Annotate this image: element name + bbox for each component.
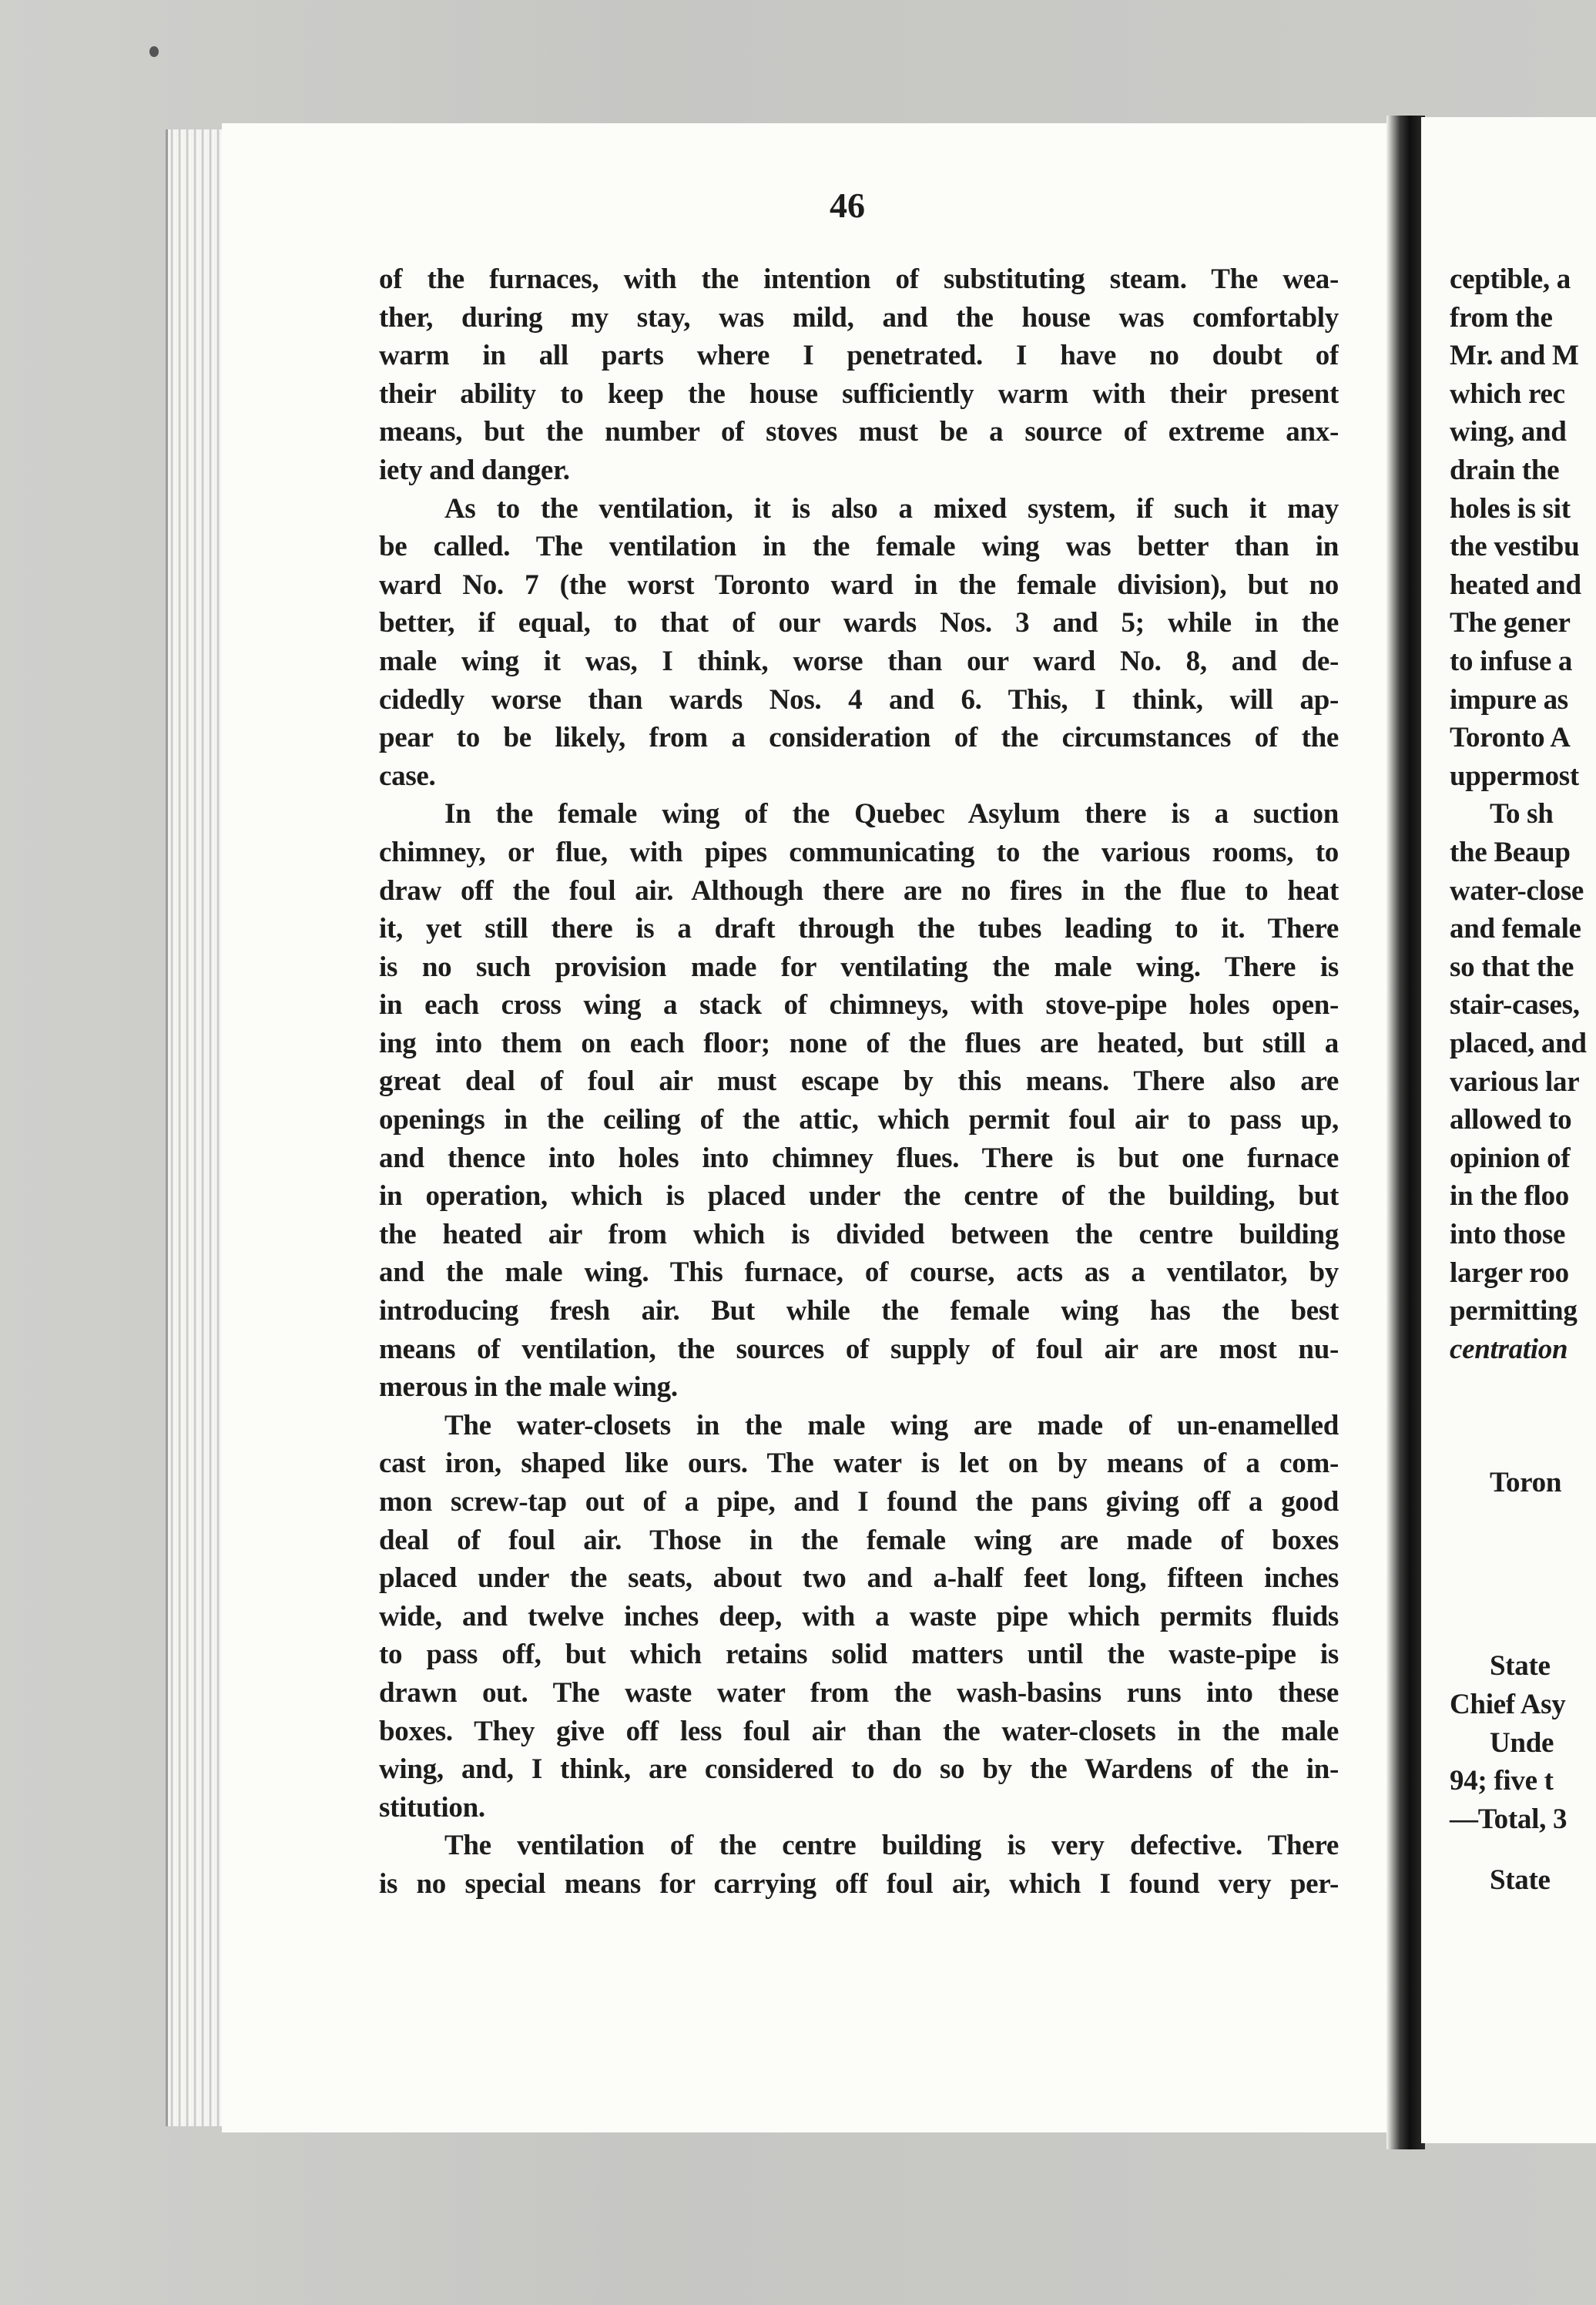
- text-line: mon screw-tap out of a pipe, and I found the pans giving off a good: [379, 1486, 1339, 1518]
- text-line: The water-closets in the male wing are made of un-enamelled: [444, 1409, 1339, 1441]
- text-line: is no special means for carrying off foul air, which I found very per-: [379, 1867, 1339, 1900]
- text-line: case.: [379, 760, 436, 792]
- cutoff-text-line: which rec: [1450, 377, 1565, 410]
- text-line: of the furnaces, with the intention of substituting steam. The wea-: [379, 263, 1339, 295]
- cutoff-text-line: State: [1490, 1864, 1551, 1897]
- text-line: means, but the number of stoves must be a source of extreme anx-: [379, 416, 1339, 448]
- page-edges: [166, 129, 228, 2126]
- text-line: cidedly worse than wards Nos. 4 and 6. This, I think, will ap-: [379, 683, 1339, 716]
- text-line: iety and danger.: [379, 454, 570, 486]
- cutoff-text-line: Unde: [1490, 1726, 1554, 1759]
- cutoff-text-line: stair-cases,: [1450, 989, 1580, 1022]
- text-line: it, yet still there is a draft through the tubes leading to it. There: [379, 913, 1339, 945]
- text-line: ther, during my stay, was mild, and the house was comfortably: [379, 301, 1339, 334]
- text-line: means of ventilation, the sources of supply of foul air are most nu-: [379, 1333, 1339, 1365]
- cutoff-text-line: Mr. and M: [1450, 340, 1579, 372]
- text-line: warm in all parts where I penetrated. I have no doubt of: [379, 340, 1339, 372]
- cutoff-text-line: ceptible, a: [1450, 263, 1571, 295]
- cutoff-text-line: To sh: [1490, 798, 1554, 830]
- book-gutter: [1386, 116, 1425, 2149]
- cutoff-text-line: drain the: [1450, 455, 1560, 486]
- cutoff-text-line: water-close: [1450, 874, 1584, 907]
- cutoff-text-line: the Beaup: [1450, 837, 1571, 868]
- text-line: their ability to keep the house sufficiently warm with their present: [379, 377, 1339, 410]
- text-line: be called. The ventilation in the female wing was better than in: [379, 531, 1339, 563]
- cutoff-text-line: The gener: [1450, 607, 1571, 639]
- text-line: wide, and twelve inches deep, with a waste pipe which permits fluids: [379, 1600, 1339, 1632]
- text-line: to pass off, but which retains solid matters until the waste-pipe is: [379, 1639, 1339, 1671]
- text-line: ing into them on each floor; none of the flues are heated, but still a: [379, 1027, 1339, 1059]
- cutoff-text-line: centration: [1450, 1333, 1568, 1365]
- cutoff-text-line: so that the: [1450, 951, 1574, 983]
- cutoff-text-line: various lar: [1450, 1065, 1580, 1098]
- text-line: introducing fresh air. But while the female wing has the best: [379, 1295, 1339, 1327]
- cutoff-text-line: uppermost: [1450, 760, 1579, 792]
- text-line: and thence into holes into chimney flues. There is but one furnace: [379, 1142, 1339, 1174]
- text-line: merous in the male wing.: [379, 1371, 678, 1404]
- text-line: is no such provision made for ventilating the male wing. There is: [379, 951, 1339, 983]
- cutoff-text-line: holes is sit: [1450, 492, 1571, 525]
- cutoff-text-line: permitting: [1450, 1295, 1578, 1327]
- cutoff-text-line: impure as: [1450, 683, 1568, 716]
- cutoff-text-line: Toron: [1490, 1467, 1562, 1499]
- text-line: stitution.: [379, 1791, 485, 1824]
- text-line: in operation, which is placed under the centre of the building, but: [379, 1180, 1339, 1213]
- text-line: in each cross wing a stack of chimneys, with stove-pipe holes open-: [379, 989, 1339, 1022]
- text-line: placed under the seats, about two and a-half feet long, fifteen inches: [379, 1562, 1339, 1595]
- text-line: boxes. They give off less foul air than the water-closets in the male: [379, 1715, 1339, 1747]
- text-line: drawn out. The waste water from the wash-basins runs into these: [379, 1676, 1339, 1709]
- left-column-text: [379, 260, 1339, 1904]
- cutoff-text-line: State: [1490, 1650, 1551, 1683]
- cutoff-text-line: heated and: [1450, 569, 1581, 601]
- text-line: openings in the ceiling of the attic, which permit foul air to pass up,: [379, 1104, 1339, 1136]
- text-line: wing, and, I think, are considered to do so by the Wardens of the in-: [379, 1753, 1339, 1786]
- cutoff-text-line: the vestibu: [1450, 531, 1580, 563]
- cutoff-text-line: opinion of: [1450, 1142, 1571, 1174]
- page-number: 46: [830, 186, 865, 225]
- text-line: ward No. 7 (the worst Toronto ward in the female division), but no: [379, 569, 1339, 601]
- cutoff-text-line: 94; five t: [1450, 1765, 1554, 1797]
- cutoff-text-line: from the: [1450, 301, 1553, 334]
- cutoff-text-line: into those: [1450, 1219, 1566, 1250]
- text-line: great deal of foul air must escape by this means. There also are: [379, 1065, 1339, 1098]
- text-line: male wing it was, I think, worse than our ward No. 8, and de-: [379, 645, 1339, 677]
- text-line: and the male wing. This furnace, of course, acts as a ventilator, by: [379, 1257, 1339, 1289]
- cutoff-text-line: —Total, 3: [1450, 1803, 1568, 1835]
- text-line: As to the ventilation, it is also a mixed system, if such it may: [444, 492, 1339, 525]
- text-line: deal of foul air. Those in the female wing are made of boxes: [379, 1524, 1339, 1556]
- cutoff-text-line: wing, and: [1450, 416, 1567, 448]
- cutoff-text-line: placed, and: [1450, 1028, 1587, 1059]
- cutoff-text-line: and female: [1450, 913, 1581, 945]
- text-line: In the female wing of the Quebec Asylum there is a suction: [444, 798, 1339, 830]
- text-line: cast iron, shaped like ours. The water is let on by means of a com-: [379, 1448, 1339, 1480]
- cutoff-text-line: to infuse a: [1450, 646, 1573, 677]
- cutoff-text-line: allowed to: [1450, 1104, 1572, 1136]
- text-line: chimney, or flue, with pipes communicating to the various rooms, to: [379, 836, 1339, 868]
- text-line: draw off the foul air. Although there are no fires in the flue to heat: [379, 874, 1339, 907]
- text-line: The ventilation of the centre building is very defective. There: [444, 1830, 1339, 1862]
- stray-mark: [149, 46, 159, 57]
- text-line: the heated air from which is divided between the centre building: [379, 1218, 1339, 1250]
- cutoff-text-line: Toronto A: [1450, 722, 1571, 754]
- cutoff-text-line: Chief Asy: [1450, 1689, 1566, 1721]
- cutoff-text-line: larger roo: [1450, 1257, 1569, 1289]
- cutoff-text-line: in the floo: [1450, 1180, 1569, 1213]
- text-line: pear to be likely, from a consideration of the circumstances of the: [379, 722, 1339, 754]
- text-line: better, if equal, to that of our wards Nos. 3 and 5; while in the: [379, 607, 1339, 639]
